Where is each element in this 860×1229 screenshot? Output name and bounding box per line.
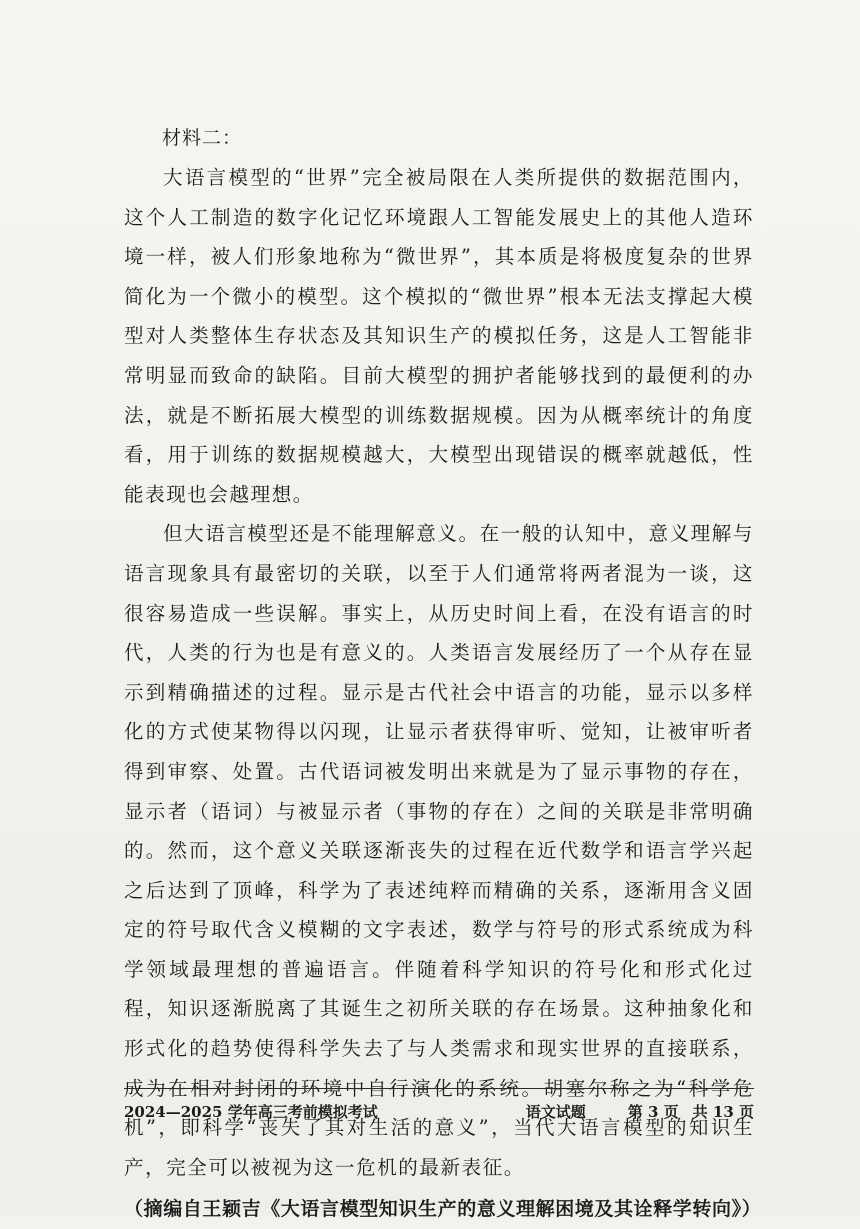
material-paragraph-2: 但大语言模型还是不能理解意义。在一般的认知中，意义理解与语言现象具有最密切的关联，以至于人们通常将两者混为一谈，这很容易造成一些误解。事实上，从历史时间上看，在没有语言的时代，人类的行为也是有意义的。人类语言发展经历了一个从存在显示到精确描述的过程。显示是古代社会中语言的功能，显示以多样化的方式使某物得以闪现，让显示者获得审听、觉知，让被审听者得到审察、处置。古代语词被发明出来就是为了显示事物的存在，显示者（语词）与被显示者（事物的存在）之间的关联是非常明确的。然而，这个意义关联逐渐丧失的过程在近代数学和语言学兴起之后达到了顶峰，科学为了表述纯粹而精确的关系，逐渐用含义固定的符号取代含义模糊的文字表述，数学与符号的形式系统成为科学领域最理想的普遍语言。伴随着科学知识的符号化和形式化过程，知识逐渐脱离了其诞生之初所关联的存在场景。这种抽象化和形式化的趋势使得科学失去了与人类需求和现实世界的直接联系，成为在相对封闭的环境中自行演化的系统。胡塞尔称之为“科学危机”，即科学“丧失了其对生活的意义”，当代大语言模型的知识生产，完全可以被视为这一危机的最新表征。 <box>124 522 754 1179</box>
page-total: 共 13 页 <box>692 1102 754 1121</box>
reading-material <box>124 118 762 1229</box>
material-paragraph-1: 大语言模型的“世界”完全被局限在人类所提供的数据范围内，这个人工制造的数字化记忆环境跟人工智能发展史上的其他人造环境一样，被人们形象地称为“微世界”，其本质是将极度复杂的世界简化为一个微小的模型。这个模拟的“微世界”根本无法支撑起大模型对人类整体生存状态及其知识生产的模拟任务，这是人工智能非常明显而致命的缺陷。目前大模型的拥护者能够找到的最便利的办法，就是不断拓展大模型的训练数据规模。因为从概率统计的角度看，用于训练的数据规模越大，大模型出现错误的概率就越低，性能表现也会越理想。 <box>124 166 754 506</box>
subject-label: 语文试题 <box>525 1102 586 1121</box>
page-number: 第 3 页 <box>627 1102 679 1121</box>
exam-title: 2024—2025 学年高三考前模拟考试 <box>124 1102 378 1121</box>
material-heading: 材料二： <box>162 127 243 149</box>
page-footer <box>124 1096 754 1126</box>
footer-divider <box>124 1088 754 1089</box>
source-citation: （摘编自王颖吉《大语言模型知识生产的意义理解困境及其诠释学转向》） <box>124 1198 762 1221</box>
